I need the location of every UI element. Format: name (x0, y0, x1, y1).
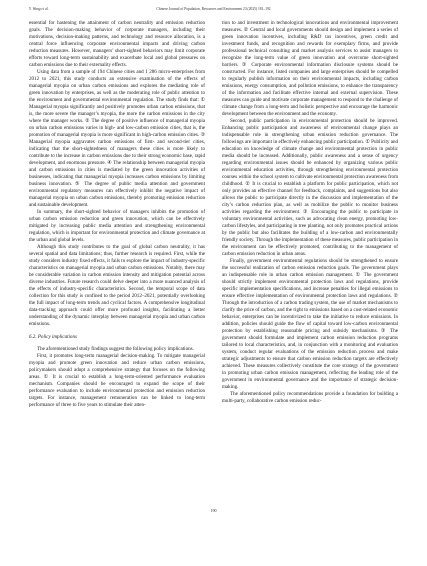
paragraph: Finally, government environmental regulations should be strengthened to ensure the successful realization of carbon emission reduction goals. The government plays an indispensable role in urban carbon emission management. ① The government should strictly implement environmental protection laws and regulations, provide specific implementation specifications, and increase penalties for illegal emissions to ensure effective implementation of environmental protection laws and regulations. ② Through the introduction of a carbon trading system, the use of market mechanisms to clarify the price of carbon, and the right to emissions based on a cost-related economic behavior, enterprises can be incentivized to take the initiative to reduce emissions. In addition, policies should guide the flow of capital toward low-carbon environmental protection by establishing reasonable pricing and subsidy mechanisms. ③ The government should formulate and implement carbon emission reduction programs tailored to local characteristics, and, in conjunction with a monitoring and evaluation system, conduct regular evaluations of the emission reduction process and make strategic adjustments to ensure that carbon emission reduction targets are effectively achieved. These measures collectively constitute the core strategy of the government in promoting urban carbon emission management, reflecting the leading role of the government in environmental governance and the importance of strategic decision-making. (222, 258, 398, 390)
page-number: 190 (210, 508, 217, 513)
left-column (29, 20, 205, 409)
paragraph: essential for hastening the attainment of carbon neutrality and emission reduction goals. The decision-making behavior of corporate managers, including their motivations, decision-making patterns, and technology and resource allocation, is a central force influencing corporate environmental impacts and driving carbon reduction measures. However, managers’ short-sighted behaviors may limit corporate efforts toward long-term sustainability and exacerbate local and global pressures on carbon emissions due to their externality effects. (29, 20, 205, 68)
paragraph: First, it promotes long-term managerial decision-making. To mitigate managerial myopia and promote green innovation and reduce urban carbon emissions, policymakers should adopt a comprehensive strategy that focuses on the following areas. ① It is crucial to establish a long-term-oriented performance evaluation mechanism. Companies should be encouraged to expand the scope of their performance evaluation to include environmental protection and emission reduction targets. For instance, management remuneration can be linked to long-term performance of three to five years to stimulate their atten- (29, 353, 205, 408)
paragraph: The aforementioned study findings suggest the following policy implications. (37, 346, 194, 352)
right-column (222, 20, 398, 405)
running-header (29, 5, 398, 13)
paragraph: In summary, the short-sighted behavior of managers inhibits the promotion of urban carbon emission reduction and green innovation, which can be effectively mitigated by increasing public media attention and strengthening environmental regulation, which is important for environmental protection and climate governance at the urban and global levels. (29, 209, 205, 243)
section-heading: 6.2. Policy implications (29, 334, 77, 340)
paragraph: Second, public participation in environmental protection should be improved. Enhancing public participation and awareness of environmental change plays an indispensable role in strengthening urban emission reduction governance. The followings are important in effectively enhancing public participation. ① Publicity and education on knowledge of climate change and environmental protection in public media should be increased. Additionally, public awareness and a sense of urgency regarding environmental issues should be enhanced by organizing various public environmental education activities, through strengthening environmental protection courses within the school system to cultivate environmental protection awareness from childhood. ② It is crucial to establish a platform for public participation, which not only provides an effective channel for feedback, complaints, and suggestions but also allows the public to participate directly in the discussion and implementation of the city’s carbon reduction plan, as well as mobilize the public to monitor business activities regarding the environment. ③ Encouraging the public to participate in voluntary environmental activities, such as advocating clean energy, promoting low-carbon lifestyles, and participating in tree planting, not only promotes practical actions by the public but also facilitates the building of a low-carbon and environmentally friendly society. Through the implementation of these measures, public participation in the environment can be effectively promoted, contributing to the management of carbon emission reduction in urban areas. (222, 118, 398, 257)
header-authors: Y. Wang et al. (29, 7, 49, 11)
paragraph: Although this study contributes to the goal of global carbon neutrality, it has several spatial and data limitations; thus, further research is required. First, while the study considers industry fixed effects, it fails to explore the impact of industry-specific characteristics on managerial myopia and urban carbon emissions. Notably, there may be considerable variation in carbon emission intensity and mitigation potential across diverse industries. Future research could delve deeper into a more nuanced analysis of the effects of industry-specific characteristics. Second, the temporal scope of data collection for this study is confined to the period 2012–2021, potentially overlooking the full impact of long-term trends and cyclical factors. A comprehensive longitudinal data-tracking approach could offer more profound insights, facilitating a better understanding of the dynamic interplay between managerial myopia and urban carbon emissions. (29, 244, 205, 327)
paragraph: Using data from a sample of 194 Chinese cities and 1 286 micro-enterprises from 2012 to 2021, this study conducts an extensive examination of the effects of managerial myopia on urban carbon emissions and explores the mediating role of green innovation by enterprises, as well as the moderating role of public attention to the environment and governmental environmental regulation. The study finds that: ① Managerial myopia significantly and positively promotes urban carbon emissions, that is, the more severe the manager’s myopia, the more the carbon emissions in the city where the manager works. ② The degree of positive influence of managerial myopia on urban carbon emissions varies in high- and low-carbon emission cities, that is, the promotion of managerial myopia is more significant in high-carbon emission cities. ③ Managerial myopia aggravates carbon emissions of first- and second-tier cities, indicating that the short-sightedness of managers these cities is more likely to contribute to the increase in carbon emissions due to their strong economic base, rapid development, and enormous pressure. ④ The relationship between managerial myopia and carbon emissions in cities is mediated by the green innovation activities of businesses, indicating that managerial myopia increases carbon emissions by limiting business innovation. ⑤ The degree of public media attention and government environmental regulatory measures can effectively inhibit the negative impact of managerial myopia on urban carbon emissions, thereby promoting emission reduction and sustainable development. (29, 69, 205, 208)
paragraph: The aforementioned policy recommendations provide a foundation for building a multi-party, collaborative carbon emission reduc- (222, 391, 398, 404)
header-journal: Chinese Journal of Population, Resources and Environment 23 (2025) 181–192 (156, 7, 271, 11)
paragraph: tion to and investment in technological innovations and environmental improvement measures. ② Central and local governments should design and implement a series of green innovation incentives, including R&D tax incentives, green credit and investment funds, and recognition and rewards for exemplary firms, and provide professional technical consulting and market analysis services to assist managers to recognize the long-term value of green innovation and overcome short-sighted barriers. ③ Corporate environmental information disclosure systems should be constructed. For instance, listed companies and large enterprises should be compelled to regularly publish information on their environmental impacts, including carbon emissions, energy consumption, and pollution emissions, to enhance the transparency of the information and facilitate effective internal and external supervision. These measures can guide and motivate corporate management to respond to the challenge of climate change from a long-term and holistic perspective and encourage the harmonic development between the environment and the economy. (222, 20, 398, 117)
